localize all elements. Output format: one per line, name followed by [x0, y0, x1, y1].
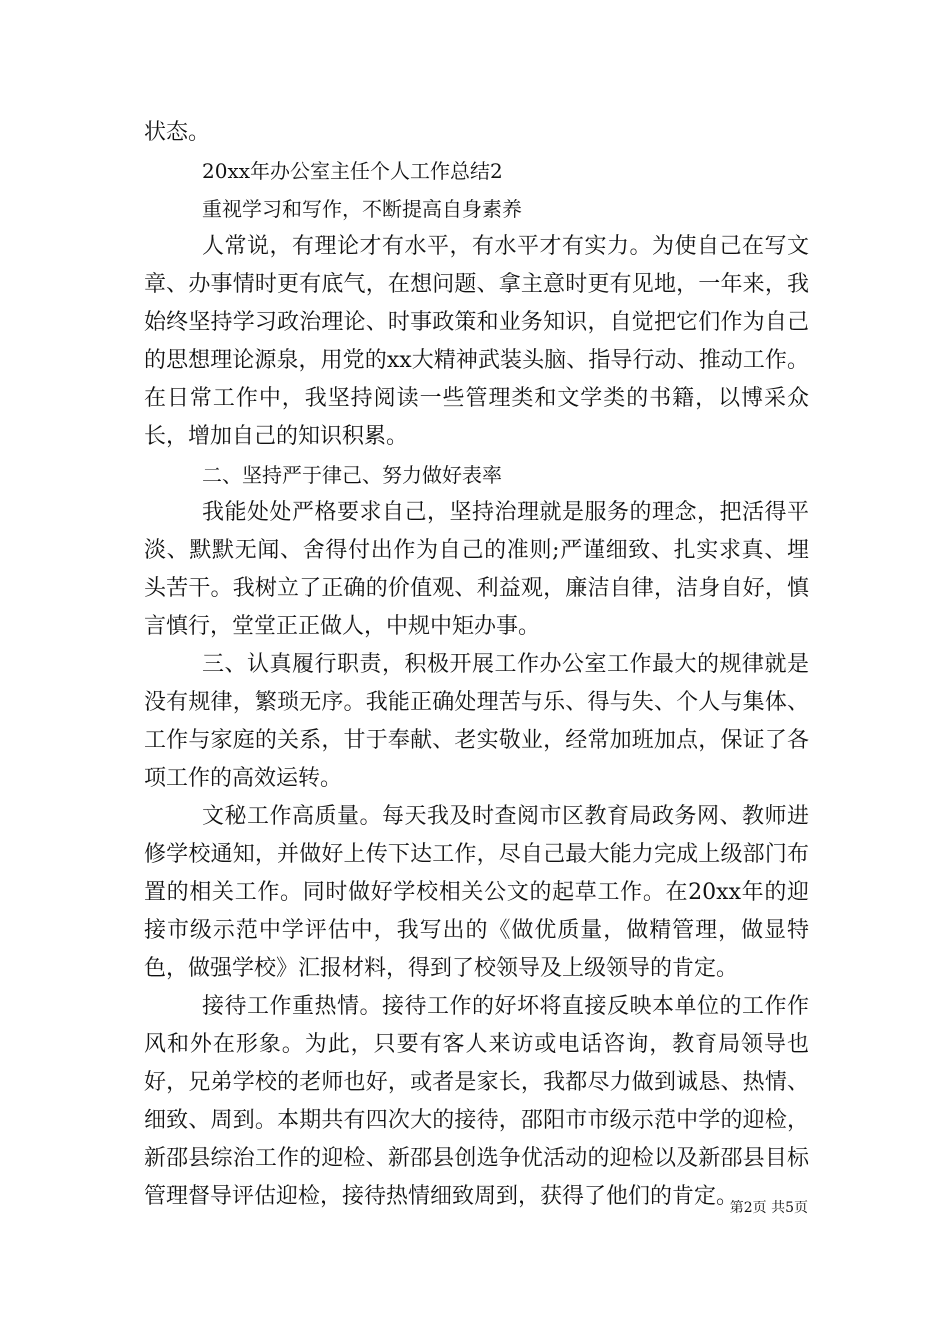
paragraph-duties: 三、认真履行职责，积极开展工作办公室工作最大的规律就是没有规律，繁琐无序。我能正确处理苦与乐、得与失、个人与集体、工作与家庭的关系，甘于奉献、老实敬业，经常加班加点，保证了各项工作的高效运转。: [144, 652, 809, 791]
paragraph-self-discipline: 我能处处严格要求自己，坚持治理就是服务的理念，把活得平淡、默默无闻、舍得付出作为自己的准则;严谨细致、扎实求真、埋头苦干。我树立了正确的价值观、利益观，廉洁自律，洁身自好，慎言慎行，堂堂正正做人，中规中矩办事。: [144, 500, 809, 639]
paragraph-study: 人常说，有理论才有水平，有水平才有实力。为使自己在写文章、办事情时更有底气，在想问题、拿主意时更有见地，一年来，我始终坚持学习政治理论、时事政策和业务知识，自觉把它们作为自己的思想理论源泉，用党的xx大精神武装头脑、指导行动、推动工作。在日常工作中，我坚持阅读一些管理类和文学类的书籍，以博采众长，增加自己的知识积累。: [144, 234, 809, 449]
subsection-heading-self-discipline: 二、坚持严于律己、努力做好表率: [202, 463, 502, 487]
page-number: 第2页 共5页: [729, 1200, 808, 1216]
paragraph-reception: 接待工作重热情。接待工作的好坏将直接反映本单位的工作作风和外在形象。为此，只要有客人来访或电话咨询，教育局领导也好，兄弟学校的老师也好，或者是家长，我都尽力做到诚恳、热情、细致、周到。本期共有四次大的接待，邵阳市市级示范中学的迎检，新邵县综治工作的迎检、新邵县创选争优活动的迎检以及新邵县目标管理督导评估迎检，接待热情细致周到，获得了他们的肯定。: [144, 994, 809, 1209]
document-body: [144, 114, 809, 1216]
paragraph-continuation: 状态。: [144, 120, 211, 145]
paragraph-secretarial: 文秘工作高质量。每天我及时查阅市区教育局政务网、教师进修学校通知，并做好上传下达工作，尽自己最大能力完成上级部门布置的相关工作。同时做好学校相关公文的起草工作。在20xx年的迎接市级示范中学评估中，我写出的《做优质量，做精管理，做显特色，做强学校》汇报材料，得到了校领导及上级领导的肯定。: [144, 804, 809, 981]
section-title: 20xx年办公室主任个人工作总结2: [202, 159, 503, 183]
subsection-heading-study: 重视学习和写作，不断提高自身素养: [202, 197, 522, 221]
